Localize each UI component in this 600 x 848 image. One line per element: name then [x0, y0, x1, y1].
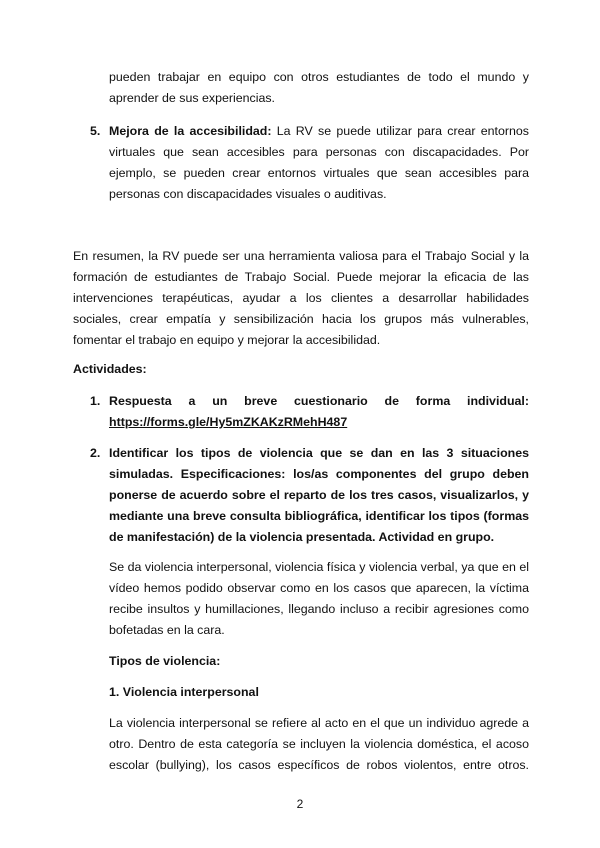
- accessibility-title: Mejora de la accesibilidad:: [109, 124, 272, 138]
- interpersonal-violence-text: La violencia interpersonal se refiere al acto en el que un individuo agrede a otro. Dentro de esta categoría se incluyen la violencia doméstica, el acoso escolar (bullying), los casos específicos de robos violentos, entre otros.: [109, 716, 529, 772]
- list-number-5: 5.: [90, 124, 101, 138]
- activity-1: [109, 391, 529, 433]
- violence-types-heading: Tipos de violencia:: [109, 654, 221, 668]
- activity-number-2: 2.: [90, 446, 101, 460]
- activities-heading: Actividades:: [73, 362, 147, 376]
- activity-1-text: Respuesta a un breve cuestionario de forma individual:: [109, 394, 529, 408]
- page-number: 2: [296, 797, 304, 811]
- list-item-accessibility: [109, 121, 529, 205]
- activity-number-1: 1.: [90, 394, 101, 408]
- interpersonal-violence-subheading: 1. Violencia interpersonal: [109, 685, 259, 699]
- questionnaire-link[interactable]: https://forms.gle/Hy5mZKAKzRMehH487: [109, 415, 348, 429]
- list-item-continuation: pueden trabajar en equipo con otros estudiantes de todo el mundo y aprender de sus experiencias.: [109, 70, 529, 105]
- summary-paragraph: En resumen, la RV puede ser una herramienta valiosa para el Trabajo Social y la formación de estudiantes de Trabajo Social. Puede mejorar la eficacia de las intervenciones terapéuticas, ayudar a los clientes a desarrollar habilidades sociales, crear empatía y sensibilización hacia los grupos más vulnerables, fomentar el trabajo en equipo y mejorar la accesibilidad.: [73, 249, 529, 347]
- activity-2-answer: Se da violencia interpersonal, violencia física y violencia verbal, ya que en el vídeo hemos podido observar como en los casos que aparecen, la víctima recibe insultos y humillaciones, llegando incluso a recibir agresiones como bofetadas en la cara.: [109, 560, 529, 637]
- accessibility-text: La RV se puede utilizar para crear entornos virtuales que sean accesibles para personas con discapacidades. Por ejemplo, se pueden crear entornos virtuales que sean accesibles para personas con discapacidades visuales o auditivas.: [109, 124, 529, 201]
- activity-2: Identificar los tipos de violencia que se dan en las 3 situaciones simuladas. Especificaciones: los/as componentes del grupo deben ponerse de acuerdo sobre el reparto de los tres casos, visualizarlos, y mediante una breve consulta bibliográfica, identificar los tipos (formas de manifestación) de la violencia presentada. Actividad en grupo.: [109, 446, 529, 544]
